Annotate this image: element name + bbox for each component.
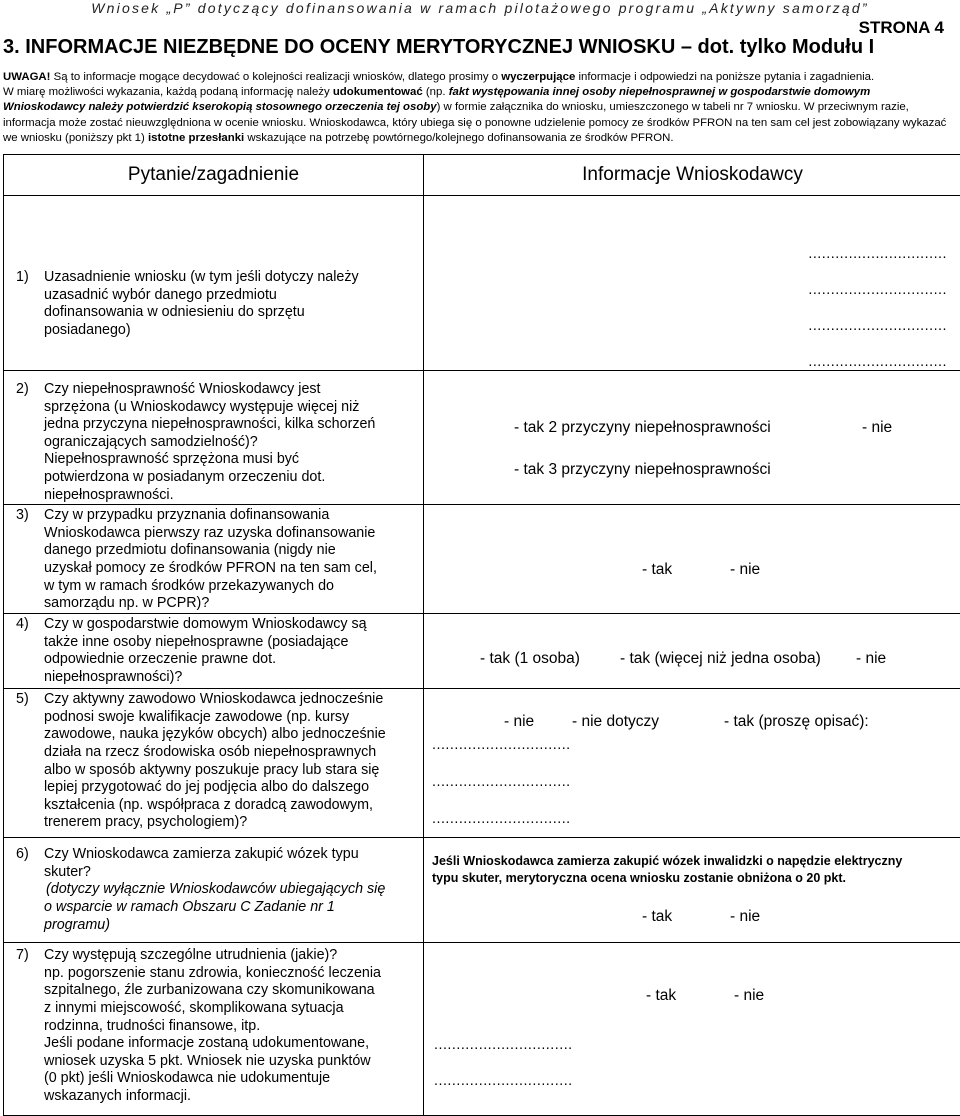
notice-text-2-end: ) w formie załącznika do wniosku, umieszczonego w tabeli nr 7 wniosku. W przeciwnym razie, informacja może zostać nieuwzględniona w ocenie wniosku. Wnioskodawca, który ubiega się o ponowne udzielenie pomocy ze środków PFRON na ten sam cel jest zobowiązany wykazać we wniosku (poniższy pkt 1)	[3, 101, 946, 143]
question-7	[4, 943, 423, 1105]
answer-7-cell	[424, 943, 960, 1116]
question-text: potwierdzona w posiadanym orzeczeniu dot.	[16, 469, 417, 487]
question-text: z innymi miejscowość, skomplikowana sytuacja	[16, 1000, 417, 1018]
question-6-cell	[4, 838, 424, 943]
question-text: Czy aktywny zawodowo Wnioskodawca jednocześnie	[44, 691, 383, 707]
question-text: Czy Wnioskodawca zamierza zakupić wózek typu	[44, 846, 359, 862]
notice-text-1-end: informacje i odpowiedzi na poniższe pytania i zagadnienia.	[575, 71, 874, 83]
question-text: uzyskał pomocy ze środków PFRON na ten sam cel,	[16, 560, 417, 578]
option-yes[interactable]: - tak	[646, 987, 676, 1005]
question-text: wniosek uzyska 5 pkt. Wniosek nie uzyska punktów	[16, 1053, 417, 1071]
question-text: sprzężona (u Wnioskodawcy występuje więcej niż	[16, 399, 417, 417]
question-text: albo w sposób aktywny poszukuje pracy lub stara się	[16, 762, 417, 780]
question-text: Niepełnosprawność sprzężona musi być	[16, 451, 417, 469]
question-text: posiadanego)	[16, 322, 417, 340]
question-text: uzasadnić wybór danego przedmiotu	[16, 287, 417, 305]
question-note: o wsparcie w ramach Obszaru C Zadanie nr 1	[16, 899, 417, 917]
question-6	[4, 838, 423, 934]
question-text: jedna przyczyna niepełnosprawności, kilka schorzeń	[16, 416, 417, 434]
question-text: rodzinna, trudności finansowe, itp.	[16, 1018, 417, 1036]
answer-dots[interactable]: ...............................	[432, 774, 571, 790]
notice-text-2-tail: wskazujące na potrzebę powtórnego/kolejnego dofinansowania ze środków PFRON.	[244, 132, 673, 144]
option-not-applicable[interactable]: - nie dotyczy	[572, 713, 659, 731]
question-note: programu)	[16, 917, 417, 935]
table-row	[4, 838, 960, 943]
question-text: podnosi swoje kwalifikacje zawodowe (np. kursy	[16, 709, 417, 727]
notice-bold-1: wyczerpujące	[501, 71, 575, 83]
table-row	[4, 689, 960, 838]
question-text: niepełnosprawności.	[16, 487, 417, 505]
scooter-warning-note: Jeśli Wnioskodawca zamierza zakupić wózek inwalidzki o napędzie elektryczny typu skuter, merytoryczna ocena wniosku zostanie obniżona o 20 pkt.	[424, 853, 940, 887]
question-text: skuter?	[16, 864, 417, 882]
notice-bold-2: udokumentować	[333, 86, 423, 98]
answer-2-cell	[424, 371, 960, 505]
question-2	[4, 371, 423, 504]
question-text: w tym w ramach środków przekazywanych do	[16, 578, 417, 596]
question-text: działa na rzecz środowiska osób niepełnosprawnych	[16, 744, 417, 762]
question-text: lepiej przygotować do jej podjęcia albo do dalszego	[16, 779, 417, 797]
question-text: zawodowe, nauka języków obcych) albo jednocześnie	[16, 726, 417, 744]
question-note: (dotyczy wyłącznie Wnioskodawców ubiegających się	[16, 881, 417, 899]
notice-text-1: Są to informacje mogące decydować o kolejności realizacji wniosków, dlatego prosimy o	[50, 71, 501, 83]
question-1-cell	[4, 196, 424, 371]
notice-paragraph	[3, 70, 955, 146]
question-number: 3)	[16, 507, 44, 525]
answer-5-cell	[424, 689, 960, 838]
question-3	[4, 505, 423, 613]
answer-dots: ...............................	[424, 196, 960, 262]
question-text: kształcenia (np. współpraca z doradcą zawodowym,	[16, 797, 417, 815]
question-4-cell	[4, 614, 424, 689]
question-text: Czy w gospodarstwie domowym Wnioskodawcy są	[44, 616, 367, 632]
answer-1-cell[interactable]	[424, 196, 960, 371]
option-yes-more[interactable]: - tak (więcej niż jedna osoba)	[620, 650, 821, 668]
question-text: danego przedmiotu dofinansowania (nigdy nie	[16, 542, 417, 560]
answer-dots: ...............................	[424, 262, 960, 298]
option-no[interactable]: - nie	[856, 650, 886, 668]
questions-table	[3, 154, 960, 1116]
option-no[interactable]: - nie	[862, 419, 892, 437]
question-text: ograniczających samodzielność)?	[16, 434, 417, 452]
notice-text-2-mid: (np.	[423, 86, 449, 98]
question-text: Jeśli podane informacje zostaną udokumentowane,	[16, 1035, 417, 1053]
answer-dots[interactable]: ...............................	[432, 737, 571, 753]
notice-bold-italic: fakt występowania innej osoby niepełnosprawnej w gospodarstwie domowym Wnioskodawcy należy potwierdzić kserokopią stosownego orzeczenia tej osoby	[3, 86, 870, 113]
question-5	[4, 689, 423, 832]
question-text: np. pogorszenie stanu zdrowia, konieczność leczenia	[16, 965, 417, 983]
question-text: odpowiednie orzeczenie prawne dot.	[16, 651, 417, 669]
answer-dots[interactable]: ...............................	[434, 1037, 573, 1053]
answer-dots[interactable]: ...............................	[434, 1073, 573, 1089]
option-three-causes[interactable]: - tak 3 przyczyny niepełnosprawności	[514, 461, 771, 479]
question-number: 5)	[16, 691, 44, 709]
question-text: także inne osoby niepełnosprawne (posiadające	[16, 634, 417, 652]
question-number: 7)	[16, 947, 44, 965]
section-title: 3. INFORMACJE NIEZBĘDNE DO OCENY MERYTORYCZNEJ WNIOSKU – dot. tylko Modułu I	[3, 36, 874, 59]
table-row	[4, 505, 960, 614]
notice-uwaga: UWAGA!	[3, 71, 50, 83]
table-row	[4, 196, 960, 371]
question-1	[4, 196, 423, 339]
question-text: trenerem pracy, psychologiem)?	[16, 814, 417, 832]
answer-dots: ...............................	[424, 334, 960, 370]
option-no[interactable]: - nie	[730, 561, 760, 579]
question-text: Czy występują szczególne utrudnienia (jakie)?	[44, 947, 337, 963]
question-2-cell	[4, 371, 424, 505]
question-number: 2)	[16, 381, 44, 399]
option-yes-describe[interactable]: - tak (proszę opisać):	[724, 713, 869, 731]
column-header-question: Pytanie/zagadnienie	[4, 155, 424, 196]
table-row	[4, 371, 960, 505]
question-7-cell	[4, 943, 424, 1116]
option-no[interactable]: - nie	[730, 908, 760, 926]
question-text: wskazanych informacji.	[16, 1088, 417, 1106]
question-text: (0 pkt) jeśli Wnioskodawca nie udokumentuje	[16, 1070, 417, 1088]
question-number: 1)	[16, 269, 44, 287]
notice-text-2: W miarę możliwości wykazania, każdą podaną informację należy	[3, 86, 333, 98]
option-two-causes[interactable]: - tak 2 przyczyny niepełnosprawności	[514, 419, 771, 437]
question-number: 4)	[16, 616, 44, 634]
question-text: samorządu np. w PCPR)?	[16, 595, 417, 613]
question-4	[4, 614, 423, 686]
page-label: STRONA 4	[859, 18, 944, 38]
question-text: szpitalnego, źle zurbanizowana czy skomunikowana	[16, 982, 417, 1000]
question-text: Czy niepełnosprawność Wnioskodawcy jest	[44, 381, 321, 397]
question-number: 6)	[16, 846, 44, 864]
question-text: niepełnosprawności)?	[16, 669, 417, 687]
answer-dots: ...............................	[424, 298, 960, 334]
option-no[interactable]: - nie	[504, 713, 534, 731]
notice-bold-3: istotne przesłanki	[148, 132, 244, 144]
option-yes[interactable]: - tak	[642, 908, 672, 926]
question-text: Wnioskodawca pierwszy raz uzyska dofinansowanie	[16, 525, 417, 543]
answer-6-cell	[424, 838, 960, 943]
option-no[interactable]: - nie	[734, 987, 764, 1005]
answer-dots[interactable]: ...............................	[432, 811, 571, 827]
table-row	[4, 943, 960, 1116]
question-5-cell	[4, 689, 424, 838]
answer-3-cell	[424, 505, 960, 614]
table-row	[4, 614, 960, 689]
answer-4-cell	[424, 614, 960, 689]
question-text: Uzasadnienie wniosku (w tym jeśli dotyczy należy	[44, 269, 359, 285]
option-yes[interactable]: - tak	[642, 561, 672, 579]
column-header-answer: Informacje Wnioskodawcy	[424, 155, 960, 196]
table-header-row	[4, 155, 960, 196]
question-text: Czy w przypadku przyznania dofinansowania	[44, 507, 329, 523]
question-text: dofinansowania w odniesieniu do sprzętu	[16, 304, 417, 322]
question-3-cell	[4, 505, 424, 614]
option-yes-one[interactable]: - tak (1 osoba)	[480, 650, 580, 668]
running-header: Wniosek „P” dotyczący dofinansowania w ramach pilotażowego programu „Aktywny samorząd”	[0, 0, 960, 16]
